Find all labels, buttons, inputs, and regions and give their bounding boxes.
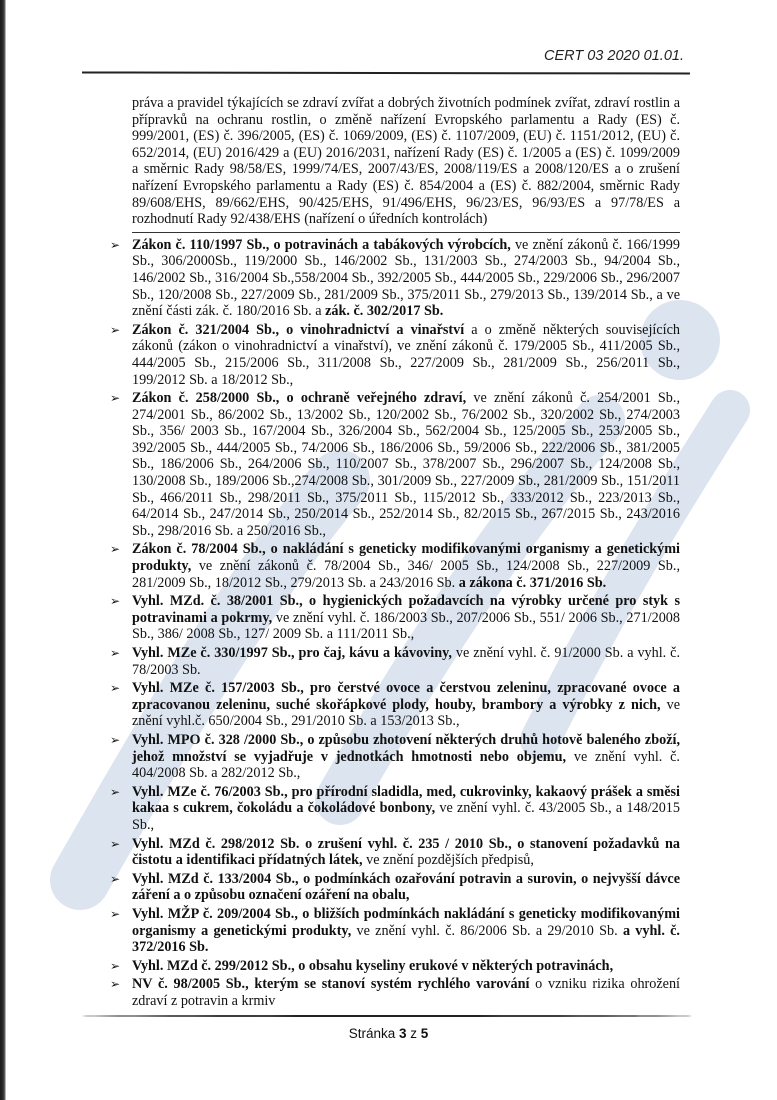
law-title: Vyhl. MZe č. 157/2003 Sb., pro čerstvé ovoce a čerstvou zeleninu, zpracované ovoce a zpracovanou zeleninu, suché skořápkové plody, houby, brambory a výrobky z nich, xyxy=(132,680,680,713)
law-amendments: ve znění zákonů č. 78/2004 Sb., 346/ 2005 Sb., 124/2008 Sb., 227/2009 Sb., 281/2009 Sb., 18/2012 Sb., 279/2013 Sb. a 243/2016 Sb. xyxy=(132,558,680,591)
law-latest-amendment: a zákona č. 371/2016 Sb. xyxy=(458,574,607,591)
footer-divider xyxy=(82,1015,692,1017)
intro-divider xyxy=(132,232,680,233)
law-title: Zákon č. 321/2004 Sb., o vinohradnictví a vinařství xyxy=(132,321,465,338)
page-number xyxy=(0,1026,777,1041)
document-code: CERT 03 2020 01.01. xyxy=(544,48,684,64)
law-list-item xyxy=(108,680,680,730)
arrowhead-bullet-icon: ➢ xyxy=(110,732,121,747)
law-amendments: ve znění vyhl. č. 86/2006 Sb. a 29/2010 Sb. xyxy=(351,922,623,939)
law-amendments: o vzniku rizika ohrožení zdraví z potravin a krmiv xyxy=(132,976,680,1009)
arrowhead-bullet-icon: ➢ xyxy=(110,322,121,337)
law-list-item xyxy=(108,390,680,539)
law-list-item xyxy=(108,593,680,643)
law-amendments: a o změně některých souvisejících zákonů (zákon o vinohradnictví a vinařství), ve znění zákonů č. 179/2005 Sb., 411/2005 Sb., 444/2005 Sb., 215/2006 Sb., 311/2008 Sb., 227/2009 Sb., 281/2009 Sb., 256/2011 Sb., 199/2012 Sb. a 18/2012 Sb., xyxy=(132,321,680,388)
law-title: Zákon č. 78/2004 Sb., o nakládání s geneticky modifikovanými organismy a genetickými produkty, xyxy=(132,541,680,575)
law-list-item xyxy=(108,976,680,1009)
arrowhead-bullet-icon: ➢ xyxy=(110,906,121,921)
intro-paragraph: práva a pravidel týkajících se zdraví zvířat a dobrých životních podmínek zvířat, zdraví rostlin a přípravků na ochranu rostlin, o změně nařízení Evropského parlamentu a Rady (ES) č. 999/2001, (ES) č. 396/2005, (ES) č. 1069/2009, (ES) č. 1107/2009, (EU) č. 1151/2012, (EU) č. 652/2014, (EU) 2016/429 a (EU) 2016/2031, nařízení Rady (ES) č. 1/2005 a (ES) č. 1099/2009 a směrnic Rady 98/58/ES, 1999/74/ES, 2007/43/ES, 2008/119/ES a 2008/120/ES a o zrušení nařízení Evropského parlamentu a Rady (ES) č. 854/2004 a (ES) č. 882/2004, směrnic Rady 89/608/EHS, 89/662/EHS, 90/425/EHS, 91/496/EHS, 96/23/ES, 96/93/ES a 97/78/ES a rozhodnutí Rady 92/438/EHS (nařízení o úředních kontrolách) xyxy=(132,95,680,228)
law-list-item xyxy=(108,958,680,975)
arrowhead-bullet-icon: ➢ xyxy=(110,836,121,851)
law-title: Zákon č. 258/2000 Sb., o ochraně veřejného zdraví, xyxy=(132,390,467,407)
law-title: Vyhl. MZd č. 299/2012 Sb., o obsahu kyseliny erukové v některých potravinách, xyxy=(132,957,614,974)
arrowhead-bullet-icon: ➢ xyxy=(110,391,121,406)
arrowhead-bullet-icon: ➢ xyxy=(110,871,121,886)
scan-edge-shadow xyxy=(0,0,6,1100)
arrowhead-bullet-icon: ➢ xyxy=(110,958,121,973)
law-title: Vyhl. MZd č. 133/2004 Sb., o podmínkách ozařování potravin a surovin, o nejvyšší dávce záření a o způsobu označení ozáření na obalu, xyxy=(132,870,680,904)
law-title: Vyhl. MŽP č. 209/2004 Sb., o bližších podmínkách nakládání s geneticky modifikovanými organismy a genetickými produkty, xyxy=(132,905,680,939)
total-pages: 5 xyxy=(420,1026,429,1041)
law-list-item xyxy=(108,836,680,869)
page-label: Stránka xyxy=(348,1026,396,1041)
law-list-item xyxy=(108,645,680,678)
law-list-item xyxy=(108,871,680,904)
law-title: Vyhl. MZe č. 330/1997 Sb., pro čaj, kávu a kávoviny, xyxy=(132,645,452,661)
arrowhead-bullet-icon: ➢ xyxy=(110,542,121,557)
law-list-item xyxy=(108,732,680,782)
law-latest-amendment: zák. č. 302/2017 Sb. xyxy=(325,303,444,320)
law-title: Vyhl. MZd. č. 38/2001 Sb., o hygienických požadavcích na výrobky určené pro styk s potravinami a pokrmy, xyxy=(132,593,680,626)
law-amendments: ve znění vyhl. č. 404/2008 Sb. a 282/2012 Sb., xyxy=(132,748,680,782)
law-amendments: ve znění zákonů č. 166/1999 Sb., 306/2000Sb., 119/2000 Sb., 146/2002 Sb., 131/2003 Sb., 274/2003 Sb., 94/2004 Sb., 146/2002 Sb., 316/2004 Sb.,558/2004 Sb., 392/2005 Sb., 444/2005 Sb., 229/2006 Sb., 296/2007 Sb., 120/2008 Sb., 227/2009 Sb., 281/2009 Sb., 375/2011 Sb., 279/2013 Sb., 139/2014 Sb., a ve znění části zák. č. 180/2016 Sb. a xyxy=(132,236,680,320)
law-list-item xyxy=(108,906,680,956)
law-amendments: ve znění vyhl. č. 43/2005 Sb., a 148/2015 Sb., xyxy=(132,800,680,833)
document-body xyxy=(108,95,680,1011)
header-divider xyxy=(82,71,690,74)
law-title: NV č. 98/2005 Sb., kterým se stanoví systém rychlého varování xyxy=(132,976,530,993)
law-amendments: ve znění zákonů č. 254/2001 Sb., 274/2001 Sb., 86/2002 Sb., 13/2002 Sb., 120/2002 Sb., 76/2002 Sb., 320/2002 Sb., 274/2003 Sb., 356/ 2003 Sb., 167/2004 Sb., 326/2004 Sb., 562/2004 Sb., 125/2005 Sb., 253/2005 Sb., 392/2005 Sb., 444/2005 Sb., 74/2006 Sb., 186/2006 Sb., 59/2006 Sb., 222/2006 Sb., 381/2005 Sb., 186/2006 Sb., 264/2006 Sb., 110/2007 Sb., 378/2007 Sb., 296/2007 Sb., 124/2008 Sb., 130/2008 Sb., 189/2006 Sb.,274/2008 Sb., 301/2009 Sb., 227/2009 Sb., 281/2009 Sb., 151/2011 Sb., 466/2011 Sb., 298/2011 Sb., 375/2011 Sb., 115/2012 Sb., 333/2012 Sb., 223/2013 Sb., 64/2014 Sb., 247/2014 Sb., 250/2014 Sb., 252/2014 Sb., 82/2015 Sb., 267/2015 Sb., 243/2016 Sb., 298/2016 Sb. a 250/2016 Sb., xyxy=(132,390,680,539)
arrowhead-bullet-icon: ➢ xyxy=(110,594,121,609)
law-amendments: ve znění vyhl.č. 650/2004 Sb., 291/2010 Sb. a 153/2013 Sb., xyxy=(132,696,680,730)
law-amendments: ve znění vyhl. č. 91/2000 Sb. a vyhl. č. 78/2003 Sb. xyxy=(132,645,680,678)
arrowhead-bullet-icon: ➢ xyxy=(110,784,121,799)
law-amendments: ve znění pozdějších předpisů, xyxy=(362,852,534,869)
law-title: Vyhl. MPO č. 328 /2000 Sb., o způsobu zhotovení některých druhů hotově baleného zboží, jehož množství se vyjadřuje v jednotkách hmotnosti nebo objemu, xyxy=(132,731,680,765)
law-list-item xyxy=(108,322,680,388)
law-list-item xyxy=(108,784,680,834)
arrowhead-bullet-icon: ➢ xyxy=(110,681,121,696)
law-list xyxy=(108,237,680,1010)
law-title: Zákon č. 110/1997 Sb., o potravinách a tabákových výrobcích, xyxy=(132,236,511,253)
law-latest-amendment: a vyhl. č. 372/2016 Sb. xyxy=(132,922,680,956)
arrowhead-bullet-icon: ➢ xyxy=(110,977,121,992)
law-list-item xyxy=(108,237,680,320)
law-title: Vyhl. MZd č. 298/2012 Sb. o zrušení vyhl. č. 235 / 2010 Sb., o stanovení požadavků na čistotu a identifikaci přídatných látek, xyxy=(132,835,680,869)
current-page: 3 xyxy=(398,1026,407,1041)
arrowhead-bullet-icon: ➢ xyxy=(110,237,121,252)
page-separator: z xyxy=(410,1026,418,1041)
law-list-item xyxy=(108,541,680,591)
law-amendments: ve znění vyhl. č. 186/2003 Sb., 207/2006 Sb., 551/ 2006 Sb., 271/2008 Sb., 386/ 2008 Sb., 127/ 2009 Sb. a 111/2011 Sb., xyxy=(132,609,680,643)
arrowhead-bullet-icon: ➢ xyxy=(110,646,121,660)
law-title: Vyhl. MZe č. 76/2003 Sb., pro přírodní sladidla, med, cukrovinky, kakaový prášek a směsi kakaa s cukrem, čokoládu a čokoládové bonbony, xyxy=(132,783,680,817)
